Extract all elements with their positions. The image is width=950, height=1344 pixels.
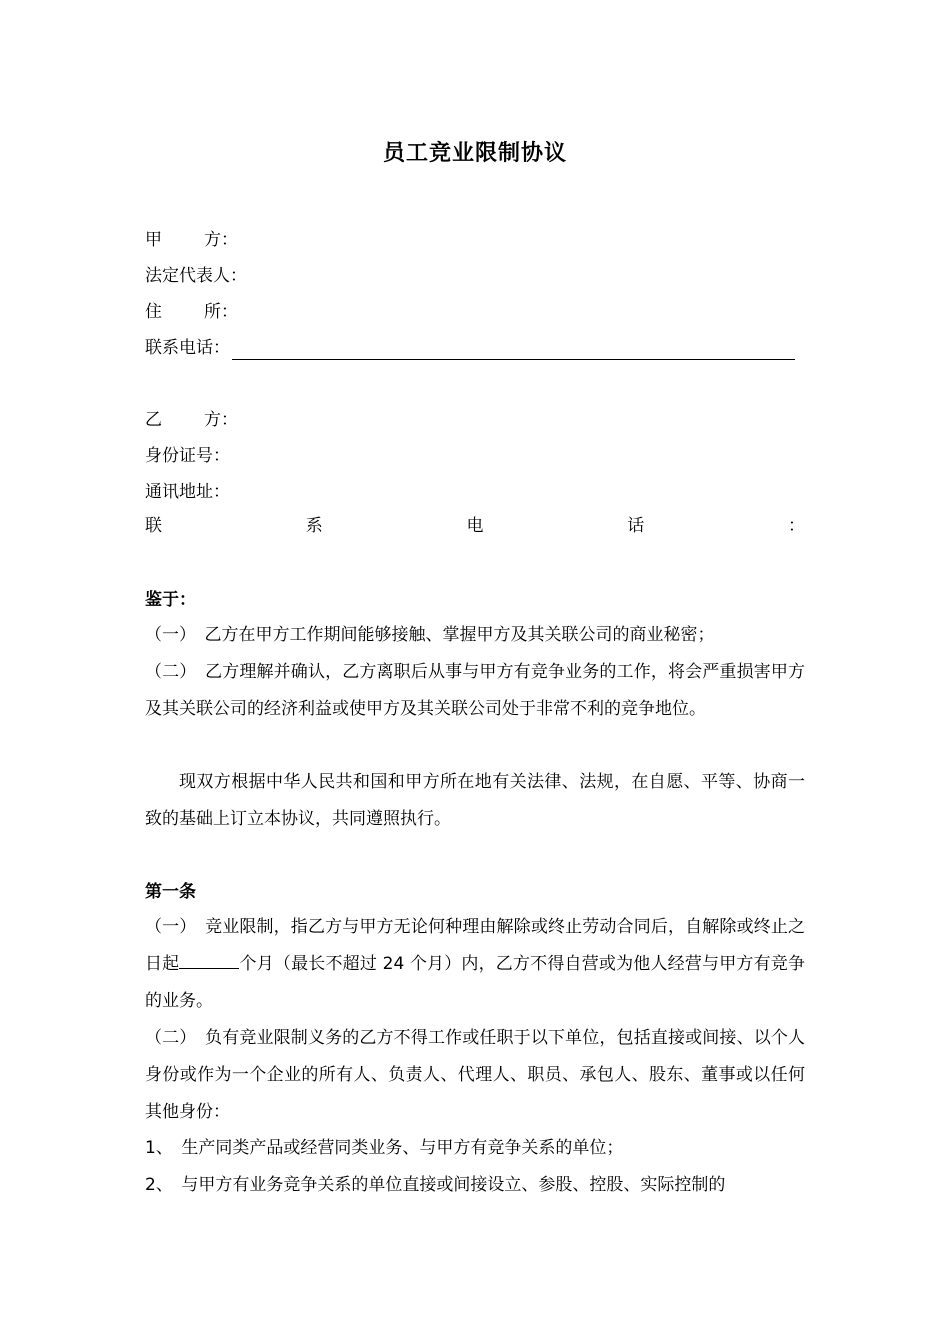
- colon: ：: [213, 446, 230, 466]
- phone-char: 联: [145, 516, 162, 536]
- mail-address-row: [145, 480, 230, 504]
- id-number-row: [145, 444, 230, 468]
- phone-char: 系: [305, 516, 323, 536]
- id-number-label: 身份证号: [145, 446, 213, 466]
- phone-char: ：: [788, 516, 805, 536]
- months-blank: [179, 950, 239, 969]
- party-a-label: 甲方: [145, 230, 221, 250]
- phone-char: 话: [627, 516, 645, 536]
- document-title: 员工竞业限制协议: [382, 141, 567, 166]
- party-b-phone-row: [145, 514, 805, 538]
- whereas-closing: 现双方根据中华人民共和国和甲方所在地有关法律、法规，在自愿、平等、协商一致的基础上订立本协议，共同遵照执行。: [145, 772, 805, 829]
- article-1-heading: 第一条: [145, 882, 196, 902]
- colon: ：: [221, 410, 238, 430]
- colon: ：: [221, 230, 238, 250]
- article-1-item-1: [145, 909, 805, 1020]
- article-1-item-2: （二） 负有竞业限制义务的乙方不得工作或任职于以下单位，包括直接或间接、以个人身份或作为一个企业的所有人、负责人、代理人、职员、承包人、股东、董事或以任何其他身份：: [145, 1028, 805, 1122]
- whereas-item-2: （二） 乙方理解并确认，乙方离职后从事与甲方有竞争业务的工作，将会严重损害甲方及其关联公司的经济利益或使甲方及其关联公司处于非常不利的竞争地位。: [145, 662, 805, 719]
- mail-address-label: 通讯地址: [145, 482, 213, 502]
- colon: ：: [213, 482, 230, 502]
- party-b-label: 乙方: [145, 410, 221, 430]
- colon: ：: [213, 338, 230, 358]
- party-a-phone-label: 联系电话: [145, 338, 213, 358]
- colon: ：: [221, 302, 238, 322]
- phone-underline: [232, 339, 795, 360]
- legal-rep-label: 法定代表人: [145, 266, 230, 286]
- party-a-row: [145, 228, 238, 252]
- address-row: [145, 300, 238, 324]
- colon: ：: [230, 266, 247, 286]
- article-1-list-1: 1、 生产同类产品或经营同类业务、与甲方有竞争关系的单位；: [145, 1138, 624, 1158]
- whereas-item-1: （一） 乙方在甲方工作期间能够接触、掌握甲方及其关联公司的商业秘密；: [145, 625, 715, 645]
- article-1-item-1-part-2: 个月（最长不超过 24 个月）内，乙方不得自营或为他人经营与甲方有竞争的业务。: [145, 954, 805, 1011]
- address-label: 住所: [145, 302, 221, 322]
- whereas-heading: 鉴于：: [145, 590, 196, 610]
- party-a-phone-row: [145, 336, 795, 360]
- phone-char: 电: [466, 516, 484, 536]
- article-1-list-2: 2、 与甲方有业务竞争关系的单位直接或间接设立、参股、控股、实际控制的: [145, 1175, 726, 1195]
- legal-rep-row: [145, 264, 247, 288]
- article-1-item-1-part-1: （一） 竞业限制，指乙方与甲方无论何种理由解除或终止劳动合同后，自解除或终止之日起: [145, 917, 805, 974]
- party-b-row: [145, 408, 238, 432]
